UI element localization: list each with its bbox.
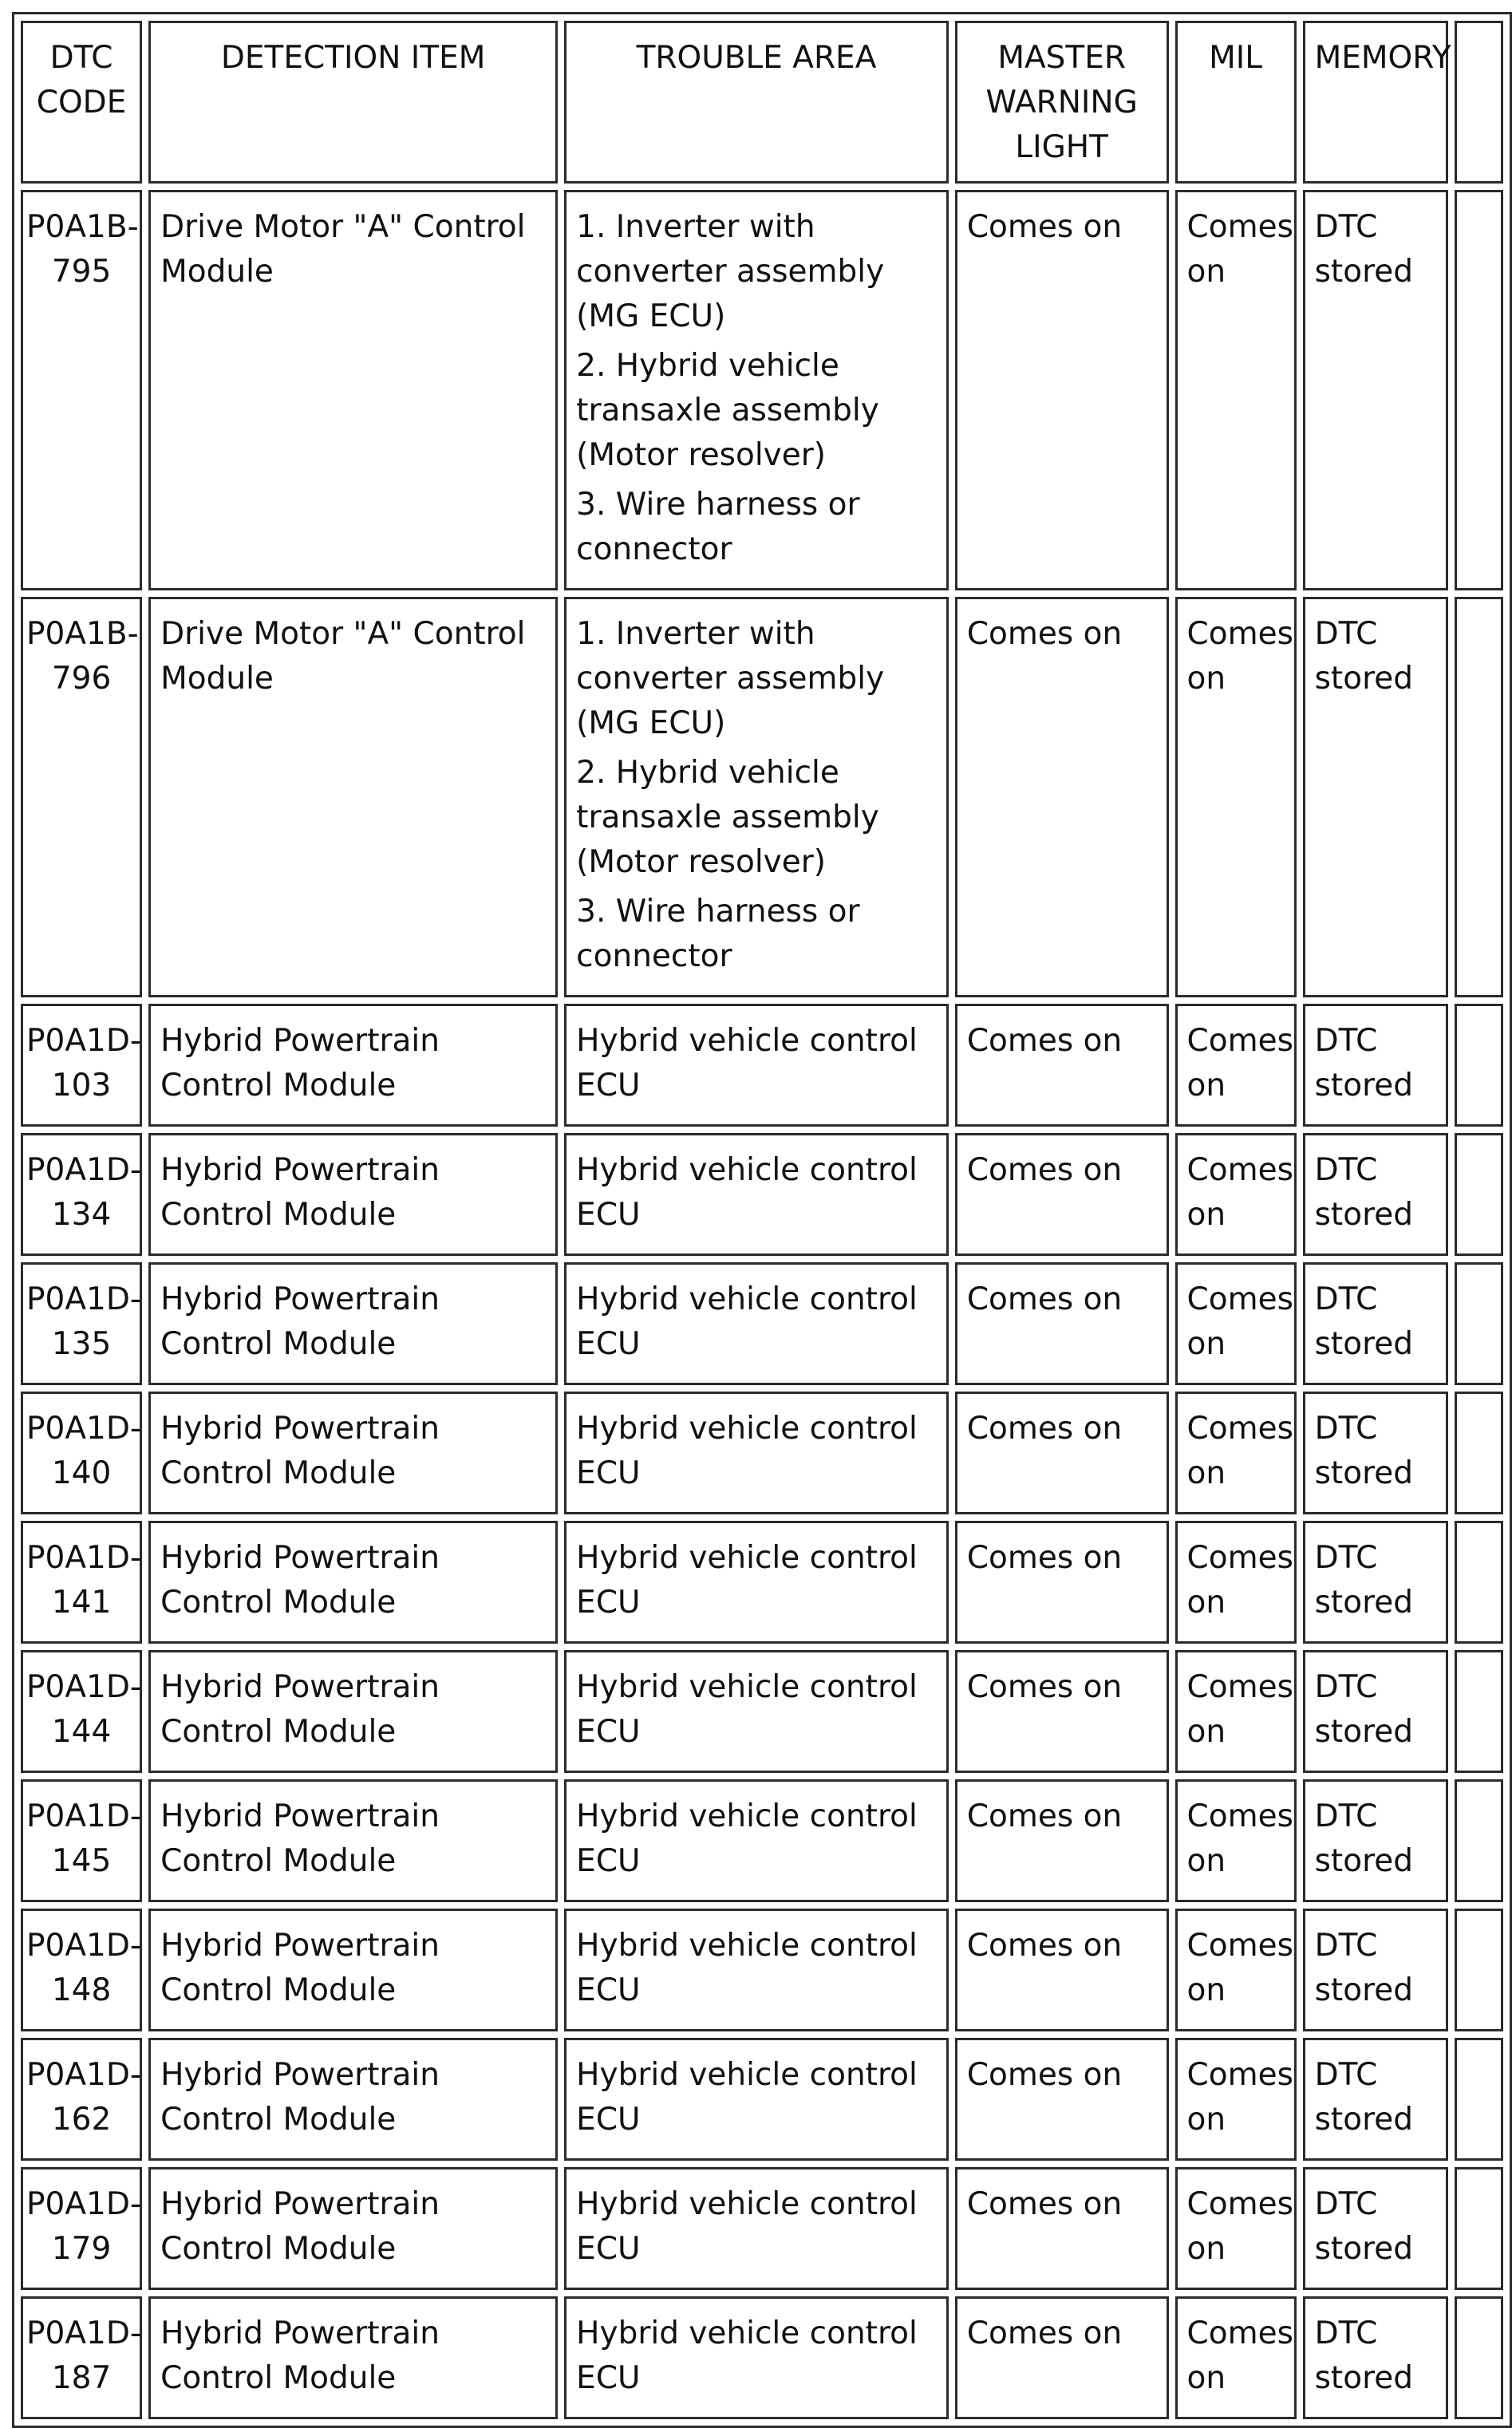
extra-cell	[1455, 1521, 1503, 1644]
master-warning-cell: Comes on	[955, 1004, 1169, 1127]
detection-item-cell: Drive Motor "A" Control Module	[148, 597, 558, 997]
header-row	[21, 21, 1503, 184]
mil-cell: Comes on	[1175, 597, 1297, 997]
table-row	[21, 2296, 1503, 2419]
mil-cell: Comes on	[1175, 2038, 1297, 2161]
trouble-area-item: Hybrid vehicle control ECU	[576, 1023, 918, 1103]
trouble-area-item: Hybrid vehicle control ECU	[576, 1798, 918, 1879]
extra-cell	[1455, 1650, 1503, 1773]
mil-cell: Comes on	[1175, 1133, 1297, 1256]
detection-item-cell: Hybrid Powertrain Control Module	[148, 1521, 558, 1644]
trouble-area-item: Hybrid vehicle control ECU	[576, 1669, 918, 1750]
table-row	[21, 190, 1503, 590]
dtc-code-prefix: P0A1D-	[26, 1669, 141, 1705]
dtc-table	[12, 12, 1512, 2428]
detection-item-cell: Hybrid Powertrain Control Module	[148, 1650, 558, 1773]
dtc-code-cell	[21, 2296, 142, 2419]
memory-cell: DTC stored	[1303, 597, 1449, 997]
dtc-code-suffix: 141	[51, 1585, 112, 1621]
mil-cell: Comes on	[1175, 1909, 1297, 2031]
master-warning-cell: Comes on	[955, 1909, 1169, 2031]
master-warning-cell: Comes on	[955, 1392, 1169, 1514]
master-warning-cell: Comes on	[955, 1133, 1169, 1256]
master-warning-cell: Comes on	[955, 597, 1169, 997]
dtc-code-suffix: 103	[51, 1068, 112, 1103]
dtc-code-cell	[21, 190, 142, 590]
dtc-code-prefix: P0A1D-	[26, 2315, 141, 2351]
dtc-code-prefix: P0A1D-	[26, 1798, 141, 1834]
table-row	[21, 2167, 1503, 2290]
extra-cell	[1455, 1133, 1503, 1256]
master-warning-cell: Comes on	[955, 2296, 1169, 2419]
detection-item-cell: Hybrid Powertrain Control Module	[148, 1779, 558, 1902]
dtc-code-prefix: P0A1D-	[26, 2057, 141, 2093]
dtc-code-suffix: 144	[51, 1714, 112, 1750]
memory-cell: DTC stored	[1303, 2296, 1449, 2419]
master-warning-cell: Comes on	[955, 190, 1169, 590]
table-body	[21, 190, 1503, 2419]
table-row	[21, 1004, 1503, 1127]
detection-item-cell: Hybrid Powertrain Control Module	[148, 1133, 558, 1256]
dtc-code-prefix: P0A1D-	[26, 1540, 141, 1576]
dtc-code-suffix: 187	[51, 2360, 112, 2396]
dtc-code-suffix: 179	[51, 2231, 112, 2267]
extra-cell	[1455, 1392, 1503, 1514]
detection-item-cell: Hybrid Powertrain Control Module	[148, 1392, 558, 1514]
master-warning-cell: Comes on	[955, 1650, 1169, 1773]
dtc-code-suffix: 135	[51, 1326, 112, 1362]
memory-cell: DTC stored	[1303, 1392, 1449, 1514]
table-row	[21, 1262, 1503, 1385]
dtc-code-suffix: 796	[51, 661, 112, 697]
dtc-code-prefix: P0A1D-	[26, 1928, 141, 1964]
header-dtc-code-line: DTC	[49, 40, 113, 76]
mil-cell: Comes on	[1175, 1779, 1297, 1902]
trouble-area-item: 1. Inverter with converter assembly (MG ECU)	[576, 209, 885, 334]
trouble-area-item: 2. Hybrid vehicle transaxle assembly (Motor resolver)	[576, 755, 879, 880]
extra-cell	[1455, 190, 1503, 590]
master-warning-cell: Comes on	[955, 1521, 1169, 1644]
memory-cell: DTC stored	[1303, 1779, 1449, 1902]
dtc-code-suffix: 162	[51, 2102, 112, 2138]
trouble-area-cell	[564, 1133, 949, 1256]
trouble-area-item: Hybrid vehicle control ECU	[576, 1540, 918, 1621]
header-master-warning-line: MASTER	[997, 40, 1126, 76]
master-warning-cell: Comes on	[955, 1779, 1169, 1902]
header-memory: MEMORY	[1303, 21, 1449, 184]
dtc-code-cell	[21, 1521, 142, 1644]
trouble-area-cell	[564, 2167, 949, 2290]
header-mil: MIL	[1175, 21, 1297, 184]
trouble-area-item: 2. Hybrid vehicle transaxle assembly (Motor resolver)	[576, 348, 879, 473]
detection-item-cell: Hybrid Powertrain Control Module	[148, 2038, 558, 2161]
memory-cell: DTC stored	[1303, 2038, 1449, 2161]
trouble-area-cell	[564, 1909, 949, 2031]
dtc-code-cell	[21, 1650, 142, 1773]
mil-cell: Comes on	[1175, 1392, 1297, 1514]
detection-item-cell: Hybrid Powertrain Control Module	[148, 1004, 558, 1127]
dtc-code-cell	[21, 597, 142, 997]
master-warning-cell: Comes on	[955, 2167, 1169, 2290]
dtc-code-suffix: 140	[51, 1455, 112, 1491]
table-row	[21, 2038, 1503, 2161]
trouble-area-cell	[564, 1779, 949, 1902]
dtc-code-prefix: P0A1D-	[26, 1281, 141, 1317]
dtc-code-cell	[21, 2038, 142, 2161]
trouble-area-item: Hybrid vehicle control ECU	[576, 1152, 918, 1233]
mil-cell: Comes on	[1175, 1521, 1297, 1644]
dtc-code-cell	[21, 1262, 142, 1385]
memory-cell: DTC stored	[1303, 1133, 1449, 1256]
header-dtc-code	[21, 21, 142, 184]
header-detection-item: DETECTION ITEM	[148, 21, 558, 184]
trouble-area-item: Hybrid vehicle control ECU	[576, 2057, 918, 2138]
dtc-code-cell	[21, 1779, 142, 1902]
header-dtc-code-line: CODE	[36, 85, 127, 120]
extra-cell	[1455, 1004, 1503, 1127]
trouble-area-item: 1. Inverter with converter assembly (MG ECU)	[576, 616, 885, 741]
mil-cell: Comes on	[1175, 2167, 1297, 2290]
master-warning-cell: Comes on	[955, 2038, 1169, 2161]
memory-cell: DTC stored	[1303, 1262, 1449, 1385]
trouble-area-item: Hybrid vehicle control ECU	[576, 2186, 918, 2267]
header-master-warning-light	[955, 21, 1169, 184]
trouble-area-item: Hybrid vehicle control ECU	[576, 2315, 918, 2396]
mil-cell: Comes on	[1175, 1650, 1297, 1773]
memory-cell: DTC stored	[1303, 1650, 1449, 1773]
header-master-warning-line: LIGHT	[1015, 129, 1108, 165]
mil-cell: Comes on	[1175, 2296, 1297, 2419]
dtc-code-suffix: 145	[51, 1843, 112, 1879]
table-row	[21, 1133, 1503, 1256]
trouble-area-item: Hybrid vehicle control ECU	[576, 1928, 918, 2008]
dtc-code-prefix: P0A1D-	[26, 1152, 141, 1188]
table-row	[21, 1779, 1503, 1902]
dtc-code-prefix: P0A1D-	[26, 1023, 141, 1059]
trouble-area-cell	[564, 2038, 949, 2161]
extra-cell	[1455, 2038, 1503, 2161]
dtc-code-cell	[21, 1392, 142, 1514]
table-row	[21, 1909, 1503, 2031]
extra-cell	[1455, 597, 1503, 997]
detection-item-cell: Drive Motor "A" Control Module	[148, 190, 558, 590]
dtc-code-cell	[21, 1004, 142, 1127]
dtc-code-cell	[21, 1133, 142, 1256]
mil-cell: Comes on	[1175, 1262, 1297, 1385]
header-extra	[1455, 21, 1503, 184]
dtc-code-prefix: P0A1B-	[26, 209, 139, 245]
master-warning-cell: Comes on	[955, 1262, 1169, 1385]
extra-cell	[1455, 2296, 1503, 2419]
trouble-area-cell	[564, 1392, 949, 1514]
trouble-area-cell	[564, 1004, 949, 1127]
dtc-code-suffix: 148	[51, 1972, 112, 2008]
trouble-area-cell	[564, 1650, 949, 1773]
detection-item-cell: Hybrid Powertrain Control Module	[148, 1262, 558, 1385]
trouble-area-item: 3. Wire harness or connector	[576, 487, 860, 567]
detection-item-cell: Hybrid Powertrain Control Module	[148, 2167, 558, 2290]
header-master-warning-line: WARNING	[985, 85, 1138, 120]
header-trouble-area: TROUBLE AREA	[564, 21, 949, 184]
extra-cell	[1455, 1779, 1503, 1902]
mil-cell: Comes on	[1175, 190, 1297, 590]
trouble-area-cell	[564, 190, 949, 590]
dtc-code-prefix: P0A1B-	[26, 616, 139, 652]
dtc-code-prefix: P0A1D-	[26, 2186, 141, 2222]
dtc-code-suffix: 795	[51, 254, 112, 290]
trouble-area-item: Hybrid vehicle control ECU	[576, 1281, 918, 1362]
table-row	[21, 597, 1503, 997]
memory-cell: DTC stored	[1303, 190, 1449, 590]
memory-cell: DTC stored	[1303, 1909, 1449, 2031]
table-row	[21, 1521, 1503, 1644]
trouble-area-cell	[564, 2296, 949, 2419]
extra-cell	[1455, 1909, 1503, 2031]
trouble-area-cell	[564, 1521, 949, 1644]
detection-item-cell: Hybrid Powertrain Control Module	[148, 1909, 558, 2031]
extra-cell	[1455, 1262, 1503, 1385]
dtc-code-cell	[21, 2167, 142, 2290]
trouble-area-cell	[564, 597, 949, 997]
memory-cell: DTC stored	[1303, 1004, 1449, 1127]
dtc-code-suffix: 134	[51, 1197, 112, 1233]
mil-cell: Comes on	[1175, 1004, 1297, 1127]
dtc-code-cell	[21, 1909, 142, 2031]
table-row	[21, 1650, 1503, 1773]
detection-item-cell: Hybrid Powertrain Control Module	[148, 2296, 558, 2419]
trouble-area-item: Hybrid vehicle control ECU	[576, 1411, 918, 1491]
memory-cell: DTC stored	[1303, 2167, 1449, 2290]
memory-cell: DTC stored	[1303, 1521, 1449, 1644]
extra-cell	[1455, 2167, 1503, 2290]
table-row	[21, 1392, 1503, 1514]
trouble-area-cell	[564, 1262, 949, 1385]
dtc-code-prefix: P0A1D-	[26, 1411, 141, 1447]
trouble-area-item: 3. Wire harness or connector	[576, 894, 860, 974]
